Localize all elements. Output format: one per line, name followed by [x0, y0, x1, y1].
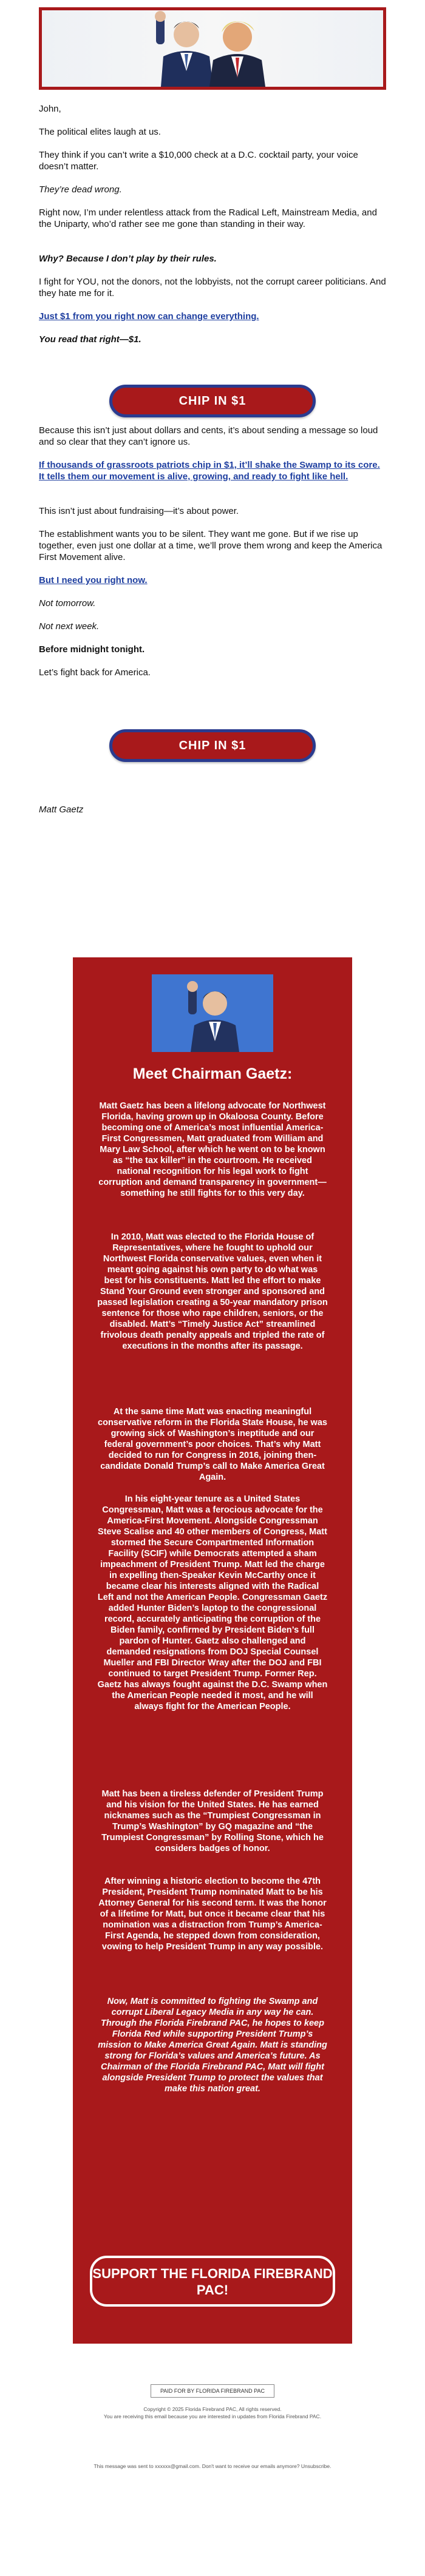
paragraph-14: Let’s fight back for America.: [39, 667, 151, 678]
subscription-reason: You are receiving this email because you are interested in updates from Florida Firebrand PAC.: [103, 2413, 322, 2419]
paragraph-11: Not tomorrow.: [39, 598, 96, 609]
bio-paragraph-6: After winning a historic election to become the 47th President, President Trump nominated Matt to be his Attorney General for his second term. It was the honor of a lifetime for Matt, but once it became clear that his nomination was a distraction from Trump’s America-First Agenda, he stepped down from consideration, vowing to help President Trump in any way possible.: [98, 1876, 327, 1952]
paragraph-5: Why? Because I don’t play by their rules.: [39, 254, 217, 264]
gaetz-photo: [152, 974, 273, 1052]
paragraph-12: Not next week.: [39, 621, 100, 632]
banner-illustration: [42, 10, 383, 87]
paragraph-8: Because this isn’t just about dollars and cents, it’s about sending a message so loud and so clear that they can’t ignore us.: [39, 425, 378, 447]
header-banner-image: [39, 7, 386, 90]
paragraph-4: Right now, I’m under relentless attack from the Radical Left, Mainstream Media, and the Uniparty, who’d rather see me gone than standing in their way.: [39, 207, 377, 229]
bio-paragraph-4: In his eight-year tenure as a United States Congressman, Matt was a ferocious advocate for the America-First Movement. Alongside Congressman Steve Scalise and 40 other members of Congress, Matt stormed the Secure Compartmented Information Facility (SCIF) while Democrats attempted a sham impeachment of President Trump. Matt led the charge in expelling then-Speaker Kevin McCarthy once it became clear his interests aligned with the Radical Left and not the American People. Congressman Gaetz added Hunter Biden’s laptop to the congressional record, accurately anticipating the corruption of the Biden family, confirmed by President Biden’s full pardon of Hunter. Gaetz also challenged and demanded resignations from DOJ Special Counsel Mueller and FBI Director Wray after the DOJ and FBI continued to target President Trump. Former Rep. Gaetz has always fought against the D.C. Swamp when the American People needed it most, and he will always fight for the American People.: [97, 1494, 328, 1711]
copyright-text: Copyright © 2025 Florida Firebrand PAC, All rights reserved.: [143, 2406, 282, 2412]
bio-paragraph-3: At the same time Matt was enacting meaningful conservative reform in the Florida State House, he was growing sick of Washington’s ineptitude and our federal government’s poor choices. That’s why Matt decided to run for Congress in 2016, joining then-candidate Donald Trump’s call to Make America Great Again.: [98, 1407, 327, 1482]
bio-paragraph-1: Matt Gaetz has been a lifelong advocate for Northwest Florida, having grown up in Okaloosa County. Before becoming one of America’s most influential America-First Congressmen, Matt graduated from William and Mary Law School, after which he went on to be known as “the tax killer” in the courtroom. He received national recognition for his legal work to fight corruption and demand transparency in government—something he still fights for to this very day.: [98, 1101, 327, 1198]
greeting: John,: [39, 104, 61, 114]
paragraph-10: The establishment wants you to be silent. They want me gone. But if we rise up together, even just one dollar at a time, we’ll prove them wrong and keep the America First Movement alive.: [39, 529, 382, 562]
bio-paragraph-7: Now, Matt is committed to fighting the Swamp and corrupt Liberal Legacy Media in any way he can. Through the Florida Firebrand PAC, he hopes to keep Florida Red while supporting President Trump’s mission to Make America Great Again. Matt is standing strong for Florida’s values and America’s future. As Chairman of the Florida Firebrand PAC, Matt will fight alongside President Trump to protect the values that make this nation great.: [98, 1997, 327, 2094]
bio-paragraph-5: Matt has been a tireless defender of President Trump and his vision for the United States. He has earned nicknames such as the “Trumpiest Congressman in Trump’s Washington” by GQ magazine and “the Trumpiest Congressman” by Rolling Stone, which he considers badges of honor.: [101, 1789, 324, 1853]
bio-paragraph-2: In 2010, Matt was elected to the Florida House of Representatives, where he fought to uphold our Northwest Florida conservative values, even when it meant going against his own party to do what was best for his constituents. Matt led the effort to make Stand Your Ground even stronger and sponsored and passed legislation creating a 50-year mandatory prison sentence for those who rape children, seniors, or the disabled. Matt’s “Timely Justice Act” streamlined frivolous death penalty appeals and tripled the rate of executions in the months after its passage.: [97, 1232, 328, 1351]
bio-title: Meet Chairman Gaetz:: [132, 1065, 293, 1082]
chip-in-button-2[interactable]: CHIP IN $1: [109, 729, 316, 762]
unsubscribe-notice[interactable]: This message was sent to xxxxxx@gmail.com. Don't want to receive our emails anymore? Unsubscribe.: [93, 2463, 332, 2469]
support-pac-button[interactable]: SUPPORT THE FLORIDA FIREBRAND PAC!: [90, 2256, 335, 2307]
paragraph-9: This isn’t just about fundraising—it’s about power.: [39, 506, 239, 516]
donate-link-1[interactable]: Just $1 from you right now can change everything.: [39, 311, 259, 322]
signature: Matt Gaetz: [39, 804, 84, 815]
paragraph-13: Before midnight tonight.: [39, 644, 145, 655]
paid-for-disclaimer: PAID FOR BY FLORIDA FIREBRAND PAC: [151, 2384, 274, 2398]
donate-link-3[interactable]: But I need you right now.: [39, 575, 148, 585]
bio-section: [73, 957, 352, 2344]
donate-link-2[interactable]: If thousands of grassroots patriots chip in $1, it’ll shake the Swamp to its core. It tells them our movement is alive, growing, and ready to fight like hell.: [39, 460, 380, 482]
paragraph-1: The political elites laugh at us.: [39, 127, 161, 137]
paragraph-7: You read that right—$1.: [39, 334, 141, 345]
paragraph-2: They think if you can’t write a $10,000 check at a D.C. cocktail party, your voice doesn’t matter.: [39, 150, 358, 172]
chip-in-button-1[interactable]: CHIP IN $1: [109, 385, 316, 417]
paragraph-6: I fight for YOU, not the donors, not the lobbyists, not the corrupt career politicians. And they hate me for it.: [39, 277, 386, 298]
paragraph-3: They’re dead wrong.: [39, 184, 122, 195]
